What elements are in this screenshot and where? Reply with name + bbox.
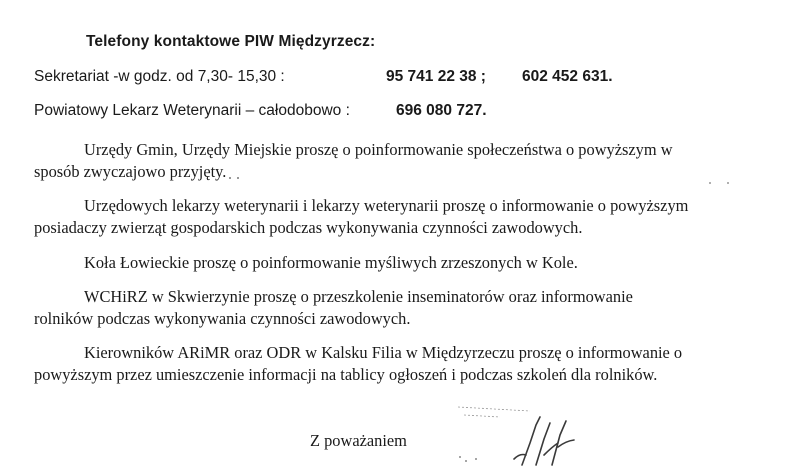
paragraph-3-line-1: Koła Łowieckie proszę o poinformowanie myśliwych zrzeszonych w Kole.	[84, 253, 578, 272]
vet-label: Powiatowy Lekarz Weterynarii – całodobowo :	[34, 102, 350, 119]
paragraph-2-line-2: posiadaczy zwierząt gospodarskich podczas wykonywania czynności zawodowych.	[34, 218, 583, 237]
closing-phrase: Z poważaniem	[310, 431, 407, 450]
scan-speck	[706, 180, 736, 186]
secretariat-phone-2: 602 452 631.	[522, 68, 613, 85]
contact-heading: Telefony kontaktowe PIW Międzyrzecz:	[86, 33, 376, 50]
paragraph-1-line-1: Urzędy Gmin, Urzędy Miejskie proszę o poinformowanie społeczeństwa o powyższym w	[84, 140, 673, 159]
secretariat-label: Sekretariat -w godz. od 7,30- 15,30 :	[34, 68, 285, 85]
paragraph-5-line-1: Kierowników ARiMR oraz ODR w Kalsku Filia w Międzyrzeczu proszę o informowanie o	[84, 343, 683, 362]
scan-speck	[226, 175, 246, 181]
paragraph-4-line-2: rolników podczas wykonywania czynności zawodowych.	[34, 309, 411, 328]
paragraph-5-line-2: powyższym przez umieszczenie informacji na tablicy ogłoszeń i podczas szkoleń dla rolników.	[34, 365, 658, 384]
paragraph-2-line-1: Urzędowych lekarzy weterynarii i lekarzy weterynarii proszę o informowanie o powyższym	[84, 196, 689, 215]
paragraph-4-line-1: WCHiRZ w Skwierzynie proszę o przeszkolenie inseminatorów oraz informowanie	[84, 287, 633, 306]
paragraph-1-line-2: sposób zwyczajowo przyjęty.	[34, 162, 227, 181]
secretariat-phone-1: 95 741 22 38 ;	[386, 68, 486, 85]
handwritten-signature	[440, 395, 580, 466]
vet-phone: 696 080 727.	[396, 102, 487, 119]
